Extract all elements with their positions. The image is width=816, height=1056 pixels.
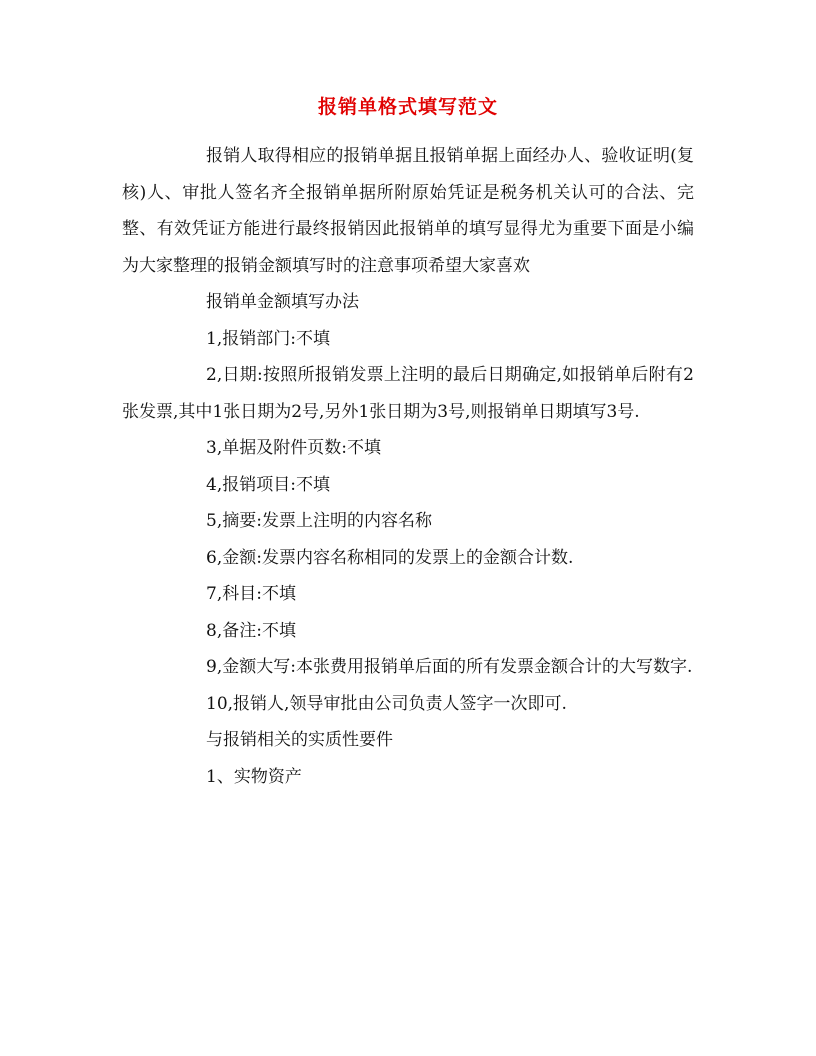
list-item-date: 2,日期:按照所报销发票上注明的最后日期确定,如报销单后附有2张发票,其中1张日期为2号,另外1张日期为3号,则报销单日期填写3号. — [122, 365, 694, 422]
list-item-physical-assets: 1、实物资产 — [206, 766, 302, 787]
paragraph-intro: 报销人取得相应的报销单据且报销单据上面经办人、验收证明(复核)人、审批人签名齐全报销单据所附原始凭证是税务机关认可的合法、完整、有效凭证方能进行最终报销因此报销单的填写显得尤为重要下面是小编为大家整理的报销金额填写时的注意事项希望大家喜欢 — [122, 146, 694, 276]
list-item-summary: 5,摘要:发票上注明的内容名称 — [206, 511, 432, 531]
document-body — [122, 138, 694, 795]
list-item-amount: 6,金额:发票内容名称相同的发票上的金额合计数. — [206, 547, 574, 568]
section-heading-amount-filling: 报销单金额填写办法 — [206, 292, 359, 312]
list-item-amount-in-words: 9,金额大写:本张费用报销单后面的所有发票金额合计的大写数字. — [206, 657, 693, 677]
list-item-signature: 10,报销人,领导审批由公司负责人签字一次即可. — [206, 693, 567, 714]
list-item-department: 1,报销部门:不填 — [206, 328, 330, 349]
list-item-subject: 7,科目:不填 — [206, 584, 296, 604]
document-title: 报销单格式填写范文 — [317, 96, 498, 118]
list-item-remarks: 8,备注:不填 — [206, 620, 296, 641]
list-item-project: 4,报销项目:不填 — [206, 474, 330, 495]
section-heading-requirements: 与报销相关的实质性要件 — [206, 730, 393, 750]
list-item-attachments: 3,单据及附件页数:不填 — [206, 438, 381, 458]
